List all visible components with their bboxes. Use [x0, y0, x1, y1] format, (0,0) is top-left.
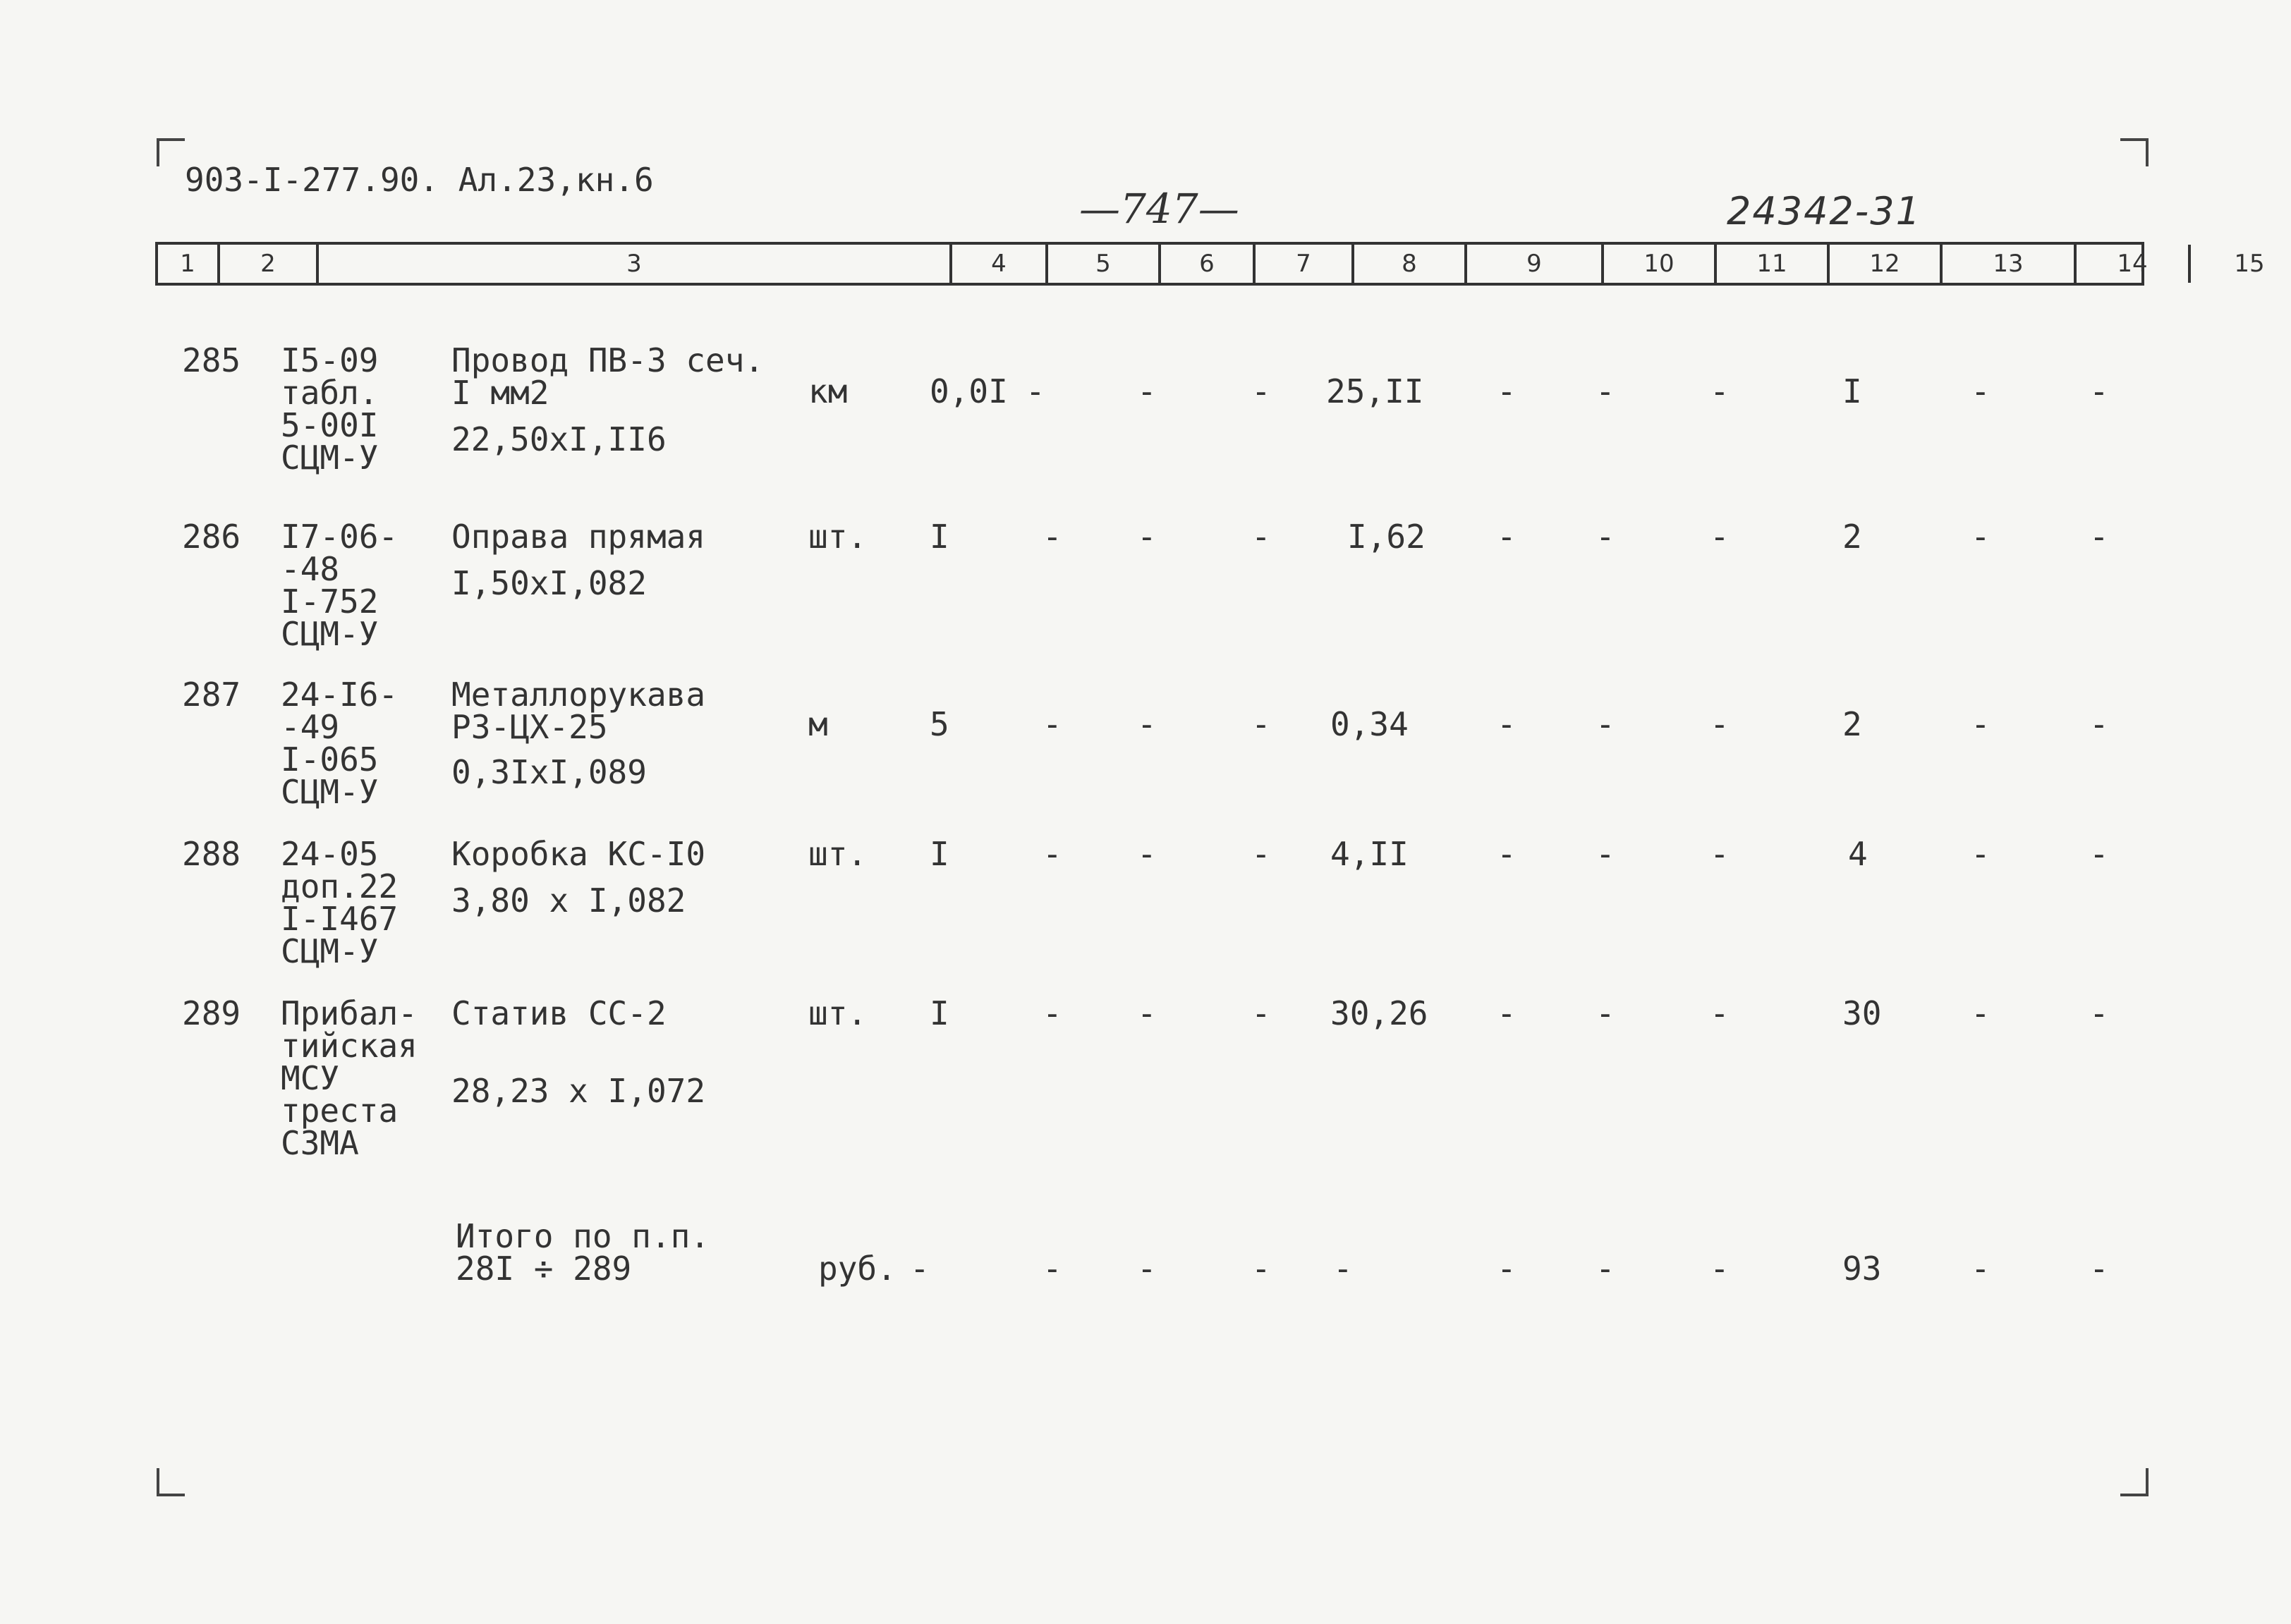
row-col6: -: [1043, 835, 1062, 873]
row-col10: -: [1497, 372, 1517, 410]
page-number: —747—: [1079, 185, 1239, 233]
row-col14: -: [1971, 372, 1991, 410]
row-col13: 4: [1848, 835, 1868, 873]
row-col7: -: [1137, 705, 1157, 743]
row-col9: 0,34: [1330, 705, 1409, 743]
row-name: Статив СС-2: [451, 994, 667, 1032]
row-col14: -: [1971, 705, 1991, 743]
corner-mark-bottom-left: [157, 1468, 185, 1496]
row-col6: -: [1043, 518, 1062, 556]
row-col12: -: [1710, 835, 1730, 873]
col-number-5: 5: [1048, 245, 1161, 283]
row-number: 285: [182, 341, 241, 379]
row-unit: м: [808, 705, 828, 743]
row-col14: -: [1971, 835, 1991, 873]
row-col9: I,62: [1347, 518, 1426, 556]
row-qty: 5: [930, 705, 949, 743]
row-qty: I: [930, 994, 949, 1032]
row-unit: шт.: [808, 835, 868, 873]
col-number-15: 15: [2234, 250, 2265, 278]
row-col10: -: [1497, 835, 1517, 873]
sheet-number: 24342-31: [1727, 189, 1921, 233]
row-col13: 2: [1842, 705, 1862, 743]
row-col9: 25,II: [1326, 372, 1424, 410]
row-col14: -: [1971, 994, 1991, 1032]
total-qty: -: [910, 1250, 930, 1288]
row-name: Провод ПВ-3 сеч. I мм2: [451, 341, 765, 412]
total-col11: -: [1596, 1250, 1615, 1288]
total-col13: 93: [1842, 1250, 1882, 1288]
row-name: Металлорукава РЗ-ЦХ-25: [451, 676, 706, 746]
row-col10: -: [1497, 994, 1517, 1032]
row-col11: -: [1596, 518, 1615, 556]
row-col6: -: [1043, 994, 1062, 1032]
row-calc: 22,50хI,II6: [451, 420, 667, 458]
row-col9: 30,26: [1330, 994, 1428, 1032]
col-number-3: 3: [319, 245, 952, 283]
row-number: 286: [182, 518, 241, 556]
total-label: Итого по п.п. 28I ÷ 289: [456, 1217, 710, 1288]
total-unit: руб.: [818, 1250, 897, 1288]
total-col9: -: [1333, 1250, 1353, 1288]
col-number-12: 12: [1830, 245, 1943, 283]
row-code: Прибал- тийская МСУ треста СЗМА: [281, 994, 418, 1162]
row-col10: -: [1497, 705, 1517, 743]
row-col15: -: [2089, 994, 2109, 1032]
col-number-7: 7: [1256, 245, 1354, 283]
row-col11: -: [1596, 994, 1615, 1032]
row-col6: -: [1026, 372, 1045, 410]
row-qty: 0,0I: [930, 372, 1008, 410]
row-col7: -: [1137, 835, 1157, 873]
row-col7: -: [1137, 518, 1157, 556]
row-col11: -: [1596, 705, 1615, 743]
row-number: 289: [182, 994, 241, 1032]
total-col10: -: [1497, 1250, 1517, 1288]
col-number-9: 9: [1467, 245, 1604, 283]
total-col14: -: [1971, 1250, 1991, 1288]
corner-mark-top-right: [2120, 138, 2149, 166]
row-name: Коробка КС-I0: [451, 835, 706, 873]
col-number-6: 6: [1161, 245, 1256, 283]
row-col12: -: [1710, 994, 1730, 1032]
row-code: 24-05 доп.22 I-I467 СЦМ-У: [281, 835, 399, 970]
row-code: 24-I6- -49 I-065 СЦМ-У: [281, 676, 399, 811]
row-unit: шт.: [808, 518, 868, 556]
total-col12: -: [1710, 1250, 1730, 1288]
row-col13: 2: [1842, 518, 1862, 556]
row-number: 288: [182, 835, 241, 873]
row-name: Оправа прямая: [451, 518, 706, 556]
total-col15: -: [2089, 1250, 2109, 1288]
col-number-2: 2: [220, 245, 319, 283]
row-calc: 0,3IхI,089: [451, 753, 647, 791]
col-number-11: 11: [1717, 245, 1830, 283]
row-col11: -: [1596, 372, 1615, 410]
document-code: 903-I-277.90. Ал.23,кн.6: [185, 161, 654, 199]
row-col10: -: [1497, 518, 1517, 556]
corner-mark-top-left: [157, 138, 185, 166]
row-col13: I: [1842, 372, 1862, 410]
row-col7: -: [1137, 994, 1157, 1032]
row-unit: км: [808, 372, 848, 410]
row-calc: 28,23 х I,072: [451, 1072, 706, 1110]
row-qty: I: [930, 835, 949, 873]
row-col6: -: [1043, 705, 1062, 743]
total-col8: -: [1251, 1250, 1271, 1288]
row-col15: -: [2089, 372, 2109, 410]
row-calc: I,50хI,082: [451, 564, 647, 602]
col-number-8: 8: [1354, 245, 1467, 283]
row-col7: -: [1137, 372, 1157, 410]
row-col12: -: [1710, 518, 1730, 556]
row-col15: -: [2089, 835, 2109, 873]
col-number-13: 13: [1943, 245, 2077, 283]
row-col9: 4,II: [1330, 835, 1409, 873]
row-code: I7-06- -48 I-752 СЦМ-У: [281, 518, 399, 653]
column-number-header: [155, 242, 2265, 286]
row-col12: -: [1710, 372, 1730, 410]
col-number-1: 1: [158, 245, 220, 283]
row-col8: -: [1251, 372, 1271, 410]
row-col12: -: [1710, 705, 1730, 743]
row-col8: -: [1251, 994, 1271, 1032]
row-col15: -: [2089, 518, 2109, 556]
col-number-4: 4: [952, 245, 1048, 283]
row-number: 287: [182, 676, 241, 714]
row-unit: шт.: [808, 994, 868, 1032]
corner-mark-bottom-right: [2120, 1468, 2149, 1496]
row-col8: -: [1251, 705, 1271, 743]
row-col13: 30: [1842, 994, 1882, 1032]
col-number-14: 14: [2077, 245, 2191, 283]
row-code: I5-09 табл. 5-00I СЦМ-У: [281, 341, 379, 477]
total-col6: -: [1043, 1250, 1062, 1288]
row-calc: 3,80 х I,082: [451, 881, 686, 920]
col-number-10: 10: [1604, 245, 1717, 283]
row-col15: -: [2089, 705, 2109, 743]
row-col8: -: [1251, 518, 1271, 556]
total-col7: -: [1137, 1250, 1157, 1288]
row-col11: -: [1596, 835, 1615, 873]
row-qty: I: [930, 518, 949, 556]
row-col14: -: [1971, 518, 1991, 556]
row-col8: -: [1251, 835, 1271, 873]
